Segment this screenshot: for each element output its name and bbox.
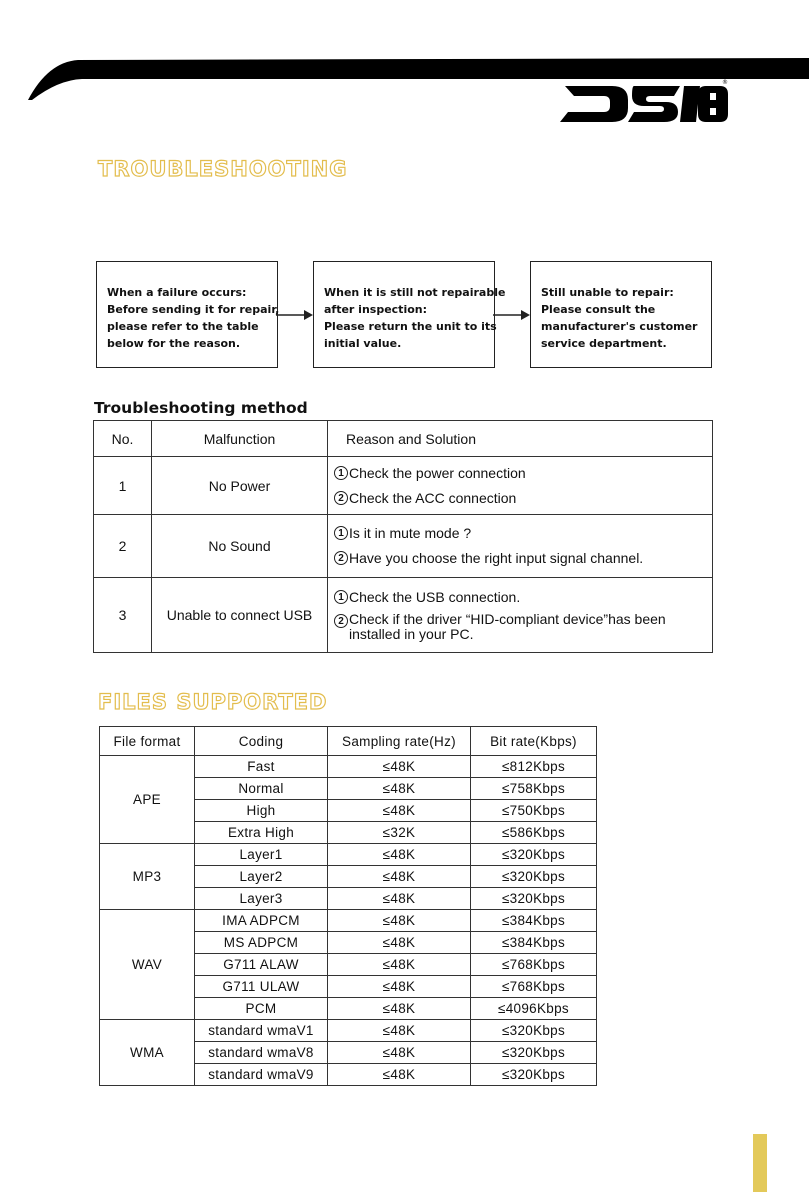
table-row: [94, 457, 713, 515]
flow-box-3: [530, 261, 712, 368]
bit-rate-cell: ≤320Kbps: [471, 1020, 597, 1042]
bit-rate-cell: ≤4096Kbps: [471, 998, 597, 1020]
arrow-right-icon: [276, 309, 314, 321]
bit-rate-cell: ≤384Kbps: [471, 932, 597, 954]
coding-cell: G711 ALAW: [195, 954, 328, 976]
coding-cell: Extra High: [195, 822, 328, 844]
flow-box-line: When it is still not repairable: [324, 286, 506, 299]
coding-cell: standard wmaV8: [195, 1042, 328, 1064]
table-row: [94, 515, 713, 578]
coding-cell: IMA ADPCM: [195, 910, 328, 932]
row-malfunction: No Sound: [152, 515, 328, 578]
circled-number: 1: [334, 526, 348, 540]
troubleshooting-table: [93, 420, 713, 653]
flow-box-line: initial value.: [324, 337, 402, 350]
row-malfunction: No Power: [152, 457, 328, 515]
bit-rate-cell: ≤768Kbps: [471, 954, 597, 976]
sampling-rate-cell: ≤32K: [328, 822, 471, 844]
table-row: [100, 910, 597, 932]
svg-text:®: ®: [722, 79, 728, 86]
solution-text: Check if the driver “HID-compliant device”has been installed in your PC.: [349, 611, 666, 642]
flow-box-line: after inspection:: [324, 303, 428, 316]
solution-text: Check the USB connection.: [349, 589, 521, 605]
circled-number: 2: [334, 614, 348, 628]
sampling-rate-cell: ≤48K: [328, 998, 471, 1020]
bit-rate-cell: ≤768Kbps: [471, 976, 597, 998]
coding-cell: Layer3: [195, 888, 328, 910]
solution-text: Check the power connection: [349, 464, 526, 481]
ds18-logo: [560, 78, 730, 130]
table-row: [100, 844, 597, 866]
bit-rate-cell: ≤320Kbps: [471, 1042, 597, 1064]
circled-number: 1: [334, 466, 348, 480]
sampling-rate-cell: ≤48K: [328, 844, 471, 866]
sampling-rate-cell: ≤48K: [328, 932, 471, 954]
file-format-cell: MP3: [100, 844, 195, 910]
sampling-rate-cell: ≤48K: [328, 954, 471, 976]
coding-cell: standard wmaV1: [195, 1020, 328, 1042]
bit-rate-cell: ≤586Kbps: [471, 822, 597, 844]
table-row: [100, 1020, 597, 1042]
flow-box-line: When a failure occurs:: [107, 286, 247, 299]
sampling-rate-cell: ≤48K: [328, 756, 471, 778]
row-solution: [328, 578, 713, 653]
method-title: Troubleshooting method: [94, 399, 308, 417]
coding-cell: G711 ULAW: [195, 976, 328, 998]
arrow-right-icon: [493, 309, 531, 321]
row-malfunction: Unable to connect USB: [152, 578, 328, 653]
row-solution: [328, 515, 713, 578]
bit-rate-cell: ≤320Kbps: [471, 1064, 597, 1086]
coding-cell: Layer1: [195, 844, 328, 866]
row-no: 1: [94, 457, 152, 515]
coding-cell: standard wmaV9: [195, 1064, 328, 1086]
flow-box-line: manufacturer's customer: [541, 320, 698, 333]
header-file-format: File format: [100, 727, 195, 756]
bit-rate-cell: ≤320Kbps: [471, 866, 597, 888]
bit-rate-cell: ≤320Kbps: [471, 888, 597, 910]
flow-box-line: Please consult the: [541, 303, 656, 316]
bit-rate-cell: ≤750Kbps: [471, 800, 597, 822]
header-coding: Coding: [195, 727, 328, 756]
sampling-rate-cell: ≤48K: [328, 910, 471, 932]
flow-box-line: Please return the unit to its: [324, 320, 497, 333]
table-header-row: [94, 421, 713, 457]
row-no: 2: [94, 515, 152, 578]
sampling-rate-cell: ≤48K: [328, 778, 471, 800]
file-format-cell: WMA: [100, 1020, 195, 1086]
files-table-body: [100, 756, 597, 1086]
circled-number: 2: [334, 551, 348, 565]
coding-cell: MS ADPCM: [195, 932, 328, 954]
sampling-rate-cell: ≤48K: [328, 866, 471, 888]
table-header-row: [100, 727, 597, 756]
bit-rate-cell: ≤320Kbps: [471, 844, 597, 866]
row-no: 3: [94, 578, 152, 653]
bit-rate-cell: ≤758Kbps: [471, 778, 597, 800]
bit-rate-cell: ≤812Kbps: [471, 756, 597, 778]
flow-box-line: please refer to the table: [107, 320, 259, 333]
header-solution: Reason and Solution: [328, 421, 713, 457]
files-supported-table: [99, 726, 597, 1086]
solution-text: Have you choose the right input signal channel.: [349, 550, 644, 566]
sampling-rate-cell: ≤48K: [328, 1064, 471, 1086]
flow-box-2: [313, 261, 506, 368]
row-solution: [328, 457, 713, 515]
flow-box-1: [96, 261, 278, 368]
file-format-cell: WAV: [100, 910, 195, 1020]
header-sampling-rate: Sampling rate(Hz): [328, 727, 471, 756]
table-row: [94, 578, 713, 653]
coding-cell: Normal: [195, 778, 328, 800]
sampling-rate-cell: ≤48K: [328, 888, 471, 910]
bit-rate-cell: ≤384Kbps: [471, 910, 597, 932]
flow-box-line: Still unable to repair:: [541, 286, 674, 299]
solution-text: Check the ACC connection: [349, 489, 517, 506]
coding-cell: Fast: [195, 756, 328, 778]
solution-text: Is it in mute mode ?: [349, 525, 472, 541]
sampling-rate-cell: ≤48K: [328, 800, 471, 822]
coding-cell: High: [195, 800, 328, 822]
header-malfunction: Malfunction: [152, 421, 328, 457]
circled-number: 1: [334, 590, 348, 604]
flow-box-line: service department.: [541, 337, 667, 350]
header-no: No.: [94, 421, 152, 457]
table-row: [100, 756, 597, 778]
files-supported-title: FILES SUPPORTED: [98, 690, 328, 714]
coding-cell: PCM: [195, 998, 328, 1020]
flow-box-line: Before sending it for repair,: [107, 303, 280, 316]
file-format-cell: APE: [100, 756, 195, 844]
flow-box-line: below for the reason.: [107, 337, 241, 350]
page-tab-marker: [753, 1134, 767, 1192]
sampling-rate-cell: ≤48K: [328, 1020, 471, 1042]
sampling-rate-cell: ≤48K: [328, 1042, 471, 1064]
circled-number: 2: [334, 491, 348, 505]
coding-cell: Layer2: [195, 866, 328, 888]
troubleshooting-title: TROUBLESHOOTING: [98, 157, 348, 181]
sampling-rate-cell: ≤48K: [328, 976, 471, 998]
header-bit-rate: Bit rate(Kbps): [471, 727, 597, 756]
